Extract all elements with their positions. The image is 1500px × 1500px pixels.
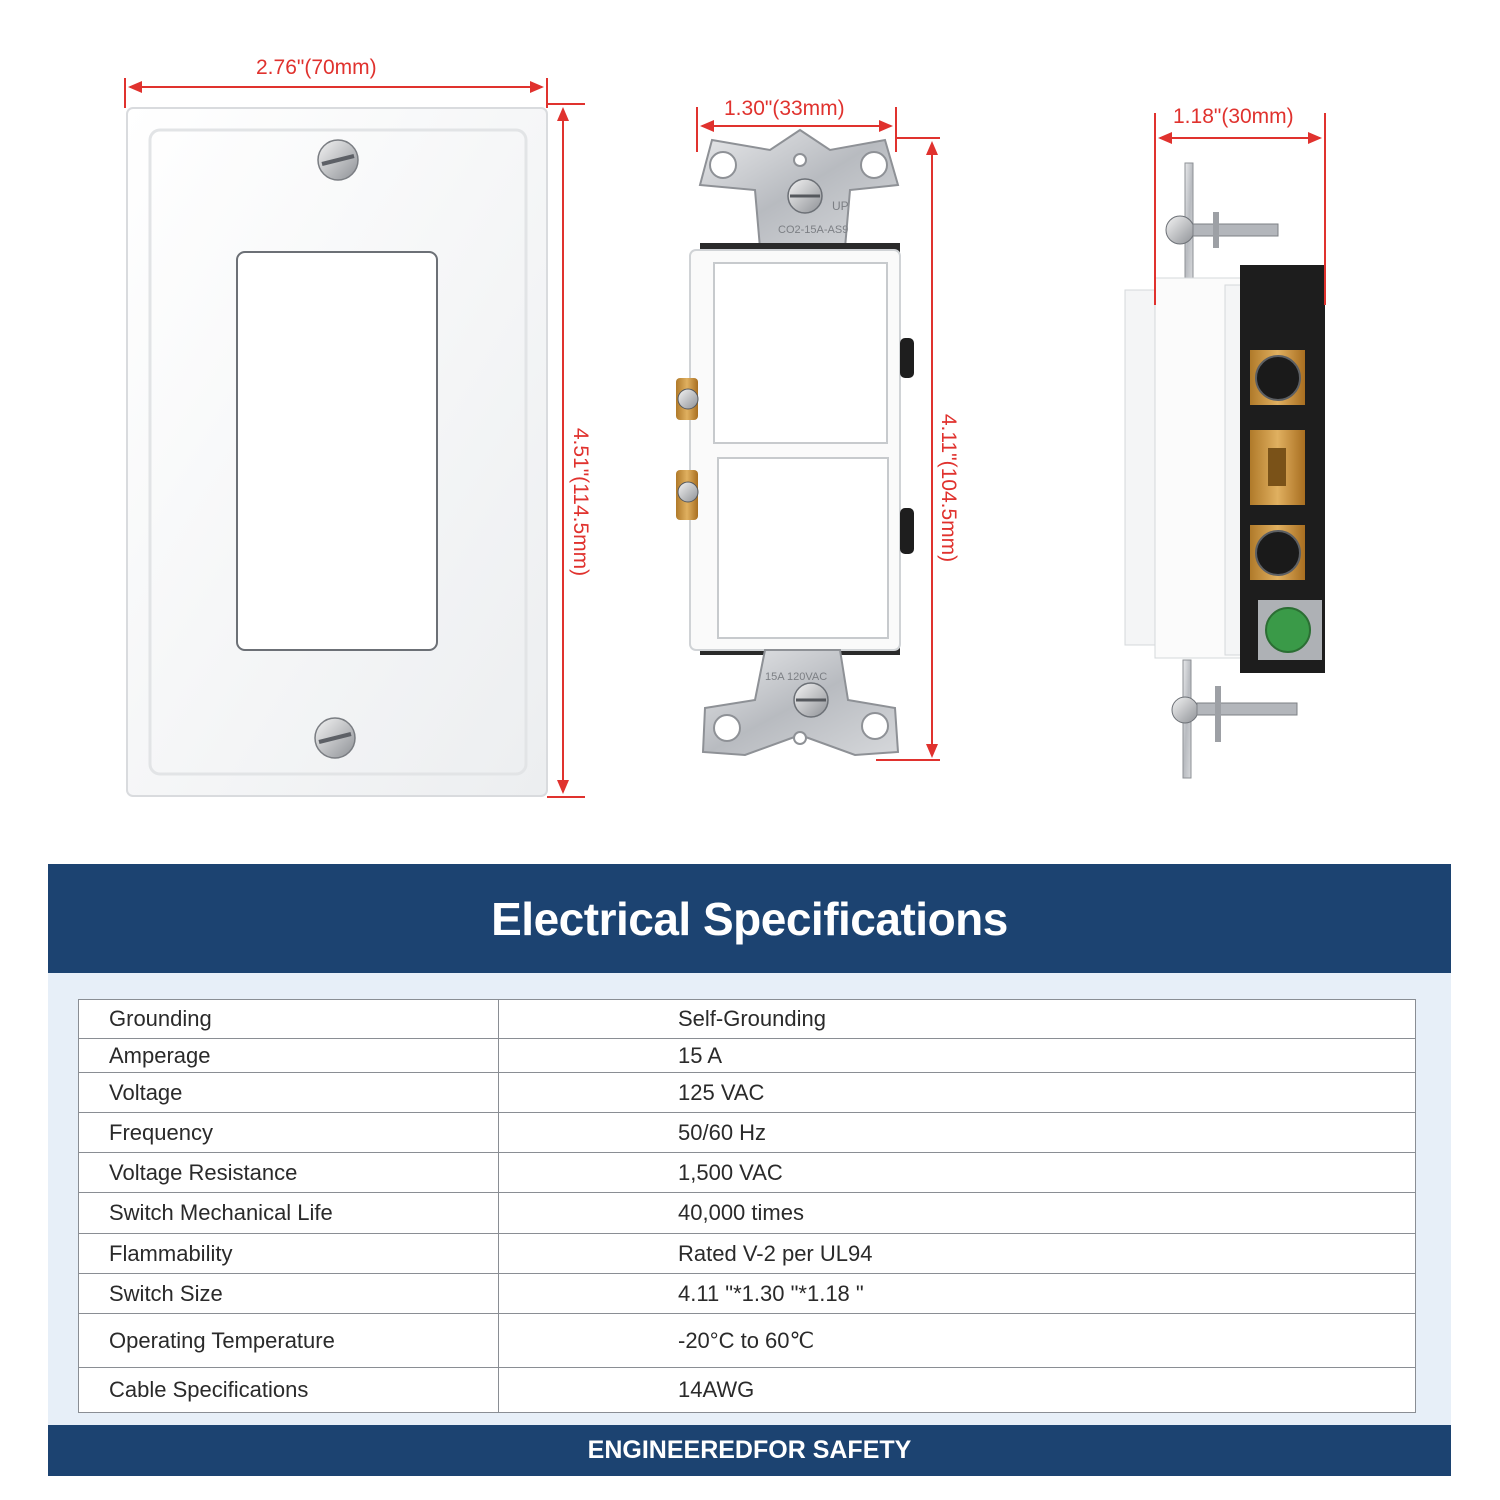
table-row (79, 1368, 1416, 1413)
plate-height-label: 4.51"(114.5mm) (569, 427, 592, 577)
specifications-footer (48, 1425, 1451, 1476)
spec-value: Self-Grounding (499, 1000, 1416, 1039)
footer-slogan: ENGINEEREDFOR SAFETY (587, 1436, 912, 1464)
spec-value: 4.11 "*1.30 "*1.18 " (499, 1274, 1416, 1314)
table-row (79, 1113, 1416, 1153)
spec-value: 1,500 VAC (499, 1153, 1416, 1193)
spec-value: -20°C to 60℃ (499, 1314, 1416, 1368)
plate-screw-top (318, 140, 358, 180)
spec-label: Flammability (79, 1234, 499, 1274)
spec-label: Grounding (79, 1000, 499, 1039)
spec-label: Amperage (79, 1039, 499, 1073)
switch-width-label: 1.30"(33mm) (724, 97, 845, 120)
plate-screw-bottom (315, 718, 355, 758)
spec-label: Cable Specifications (79, 1368, 499, 1413)
spec-label: Switch Mechanical Life (79, 1193, 499, 1234)
switch-height-label: 4.11"(104.5mm) (937, 413, 960, 563)
specifications-table (78, 999, 1416, 1413)
table-row (79, 1039, 1416, 1073)
table-row (79, 1153, 1416, 1193)
spec-value: 14AWG (499, 1368, 1416, 1413)
table-row (79, 1274, 1416, 1314)
spec-value: 125 VAC (499, 1073, 1416, 1113)
spec-label: Voltage Resistance (79, 1153, 499, 1193)
table-row (79, 1234, 1416, 1274)
up-marking: UP (832, 199, 849, 213)
table-row (79, 1193, 1416, 1234)
spec-label: Operating Temperature (79, 1314, 499, 1368)
top-strap-marking: CO2-15A-AS9 (778, 224, 849, 236)
switch-front-view (676, 130, 914, 755)
plate-width-label: 2.76"(70mm) (256, 56, 377, 79)
table-row (79, 1000, 1416, 1039)
specifications-title: Electrical Specifications (491, 892, 1008, 945)
specifications-panel (48, 864, 1451, 1476)
spec-value: Rated V-2 per UL94 (499, 1234, 1416, 1274)
table-row (79, 1073, 1416, 1113)
spec-label: Voltage (79, 1073, 499, 1113)
specifications-header (48, 864, 1451, 973)
table-row (79, 1314, 1416, 1368)
spec-label: Frequency (79, 1113, 499, 1153)
spec-value: 15 A (499, 1039, 1416, 1073)
spec-label: Switch Size (79, 1274, 499, 1314)
spec-value: 50/60 Hz (499, 1113, 1416, 1153)
spec-value: 40,000 times (499, 1193, 1416, 1234)
wall-plate (127, 108, 547, 796)
switch-depth-label: 1.18"(30mm) (1173, 105, 1294, 128)
bottom-strap-marking: 15A 120VAC (765, 671, 828, 683)
